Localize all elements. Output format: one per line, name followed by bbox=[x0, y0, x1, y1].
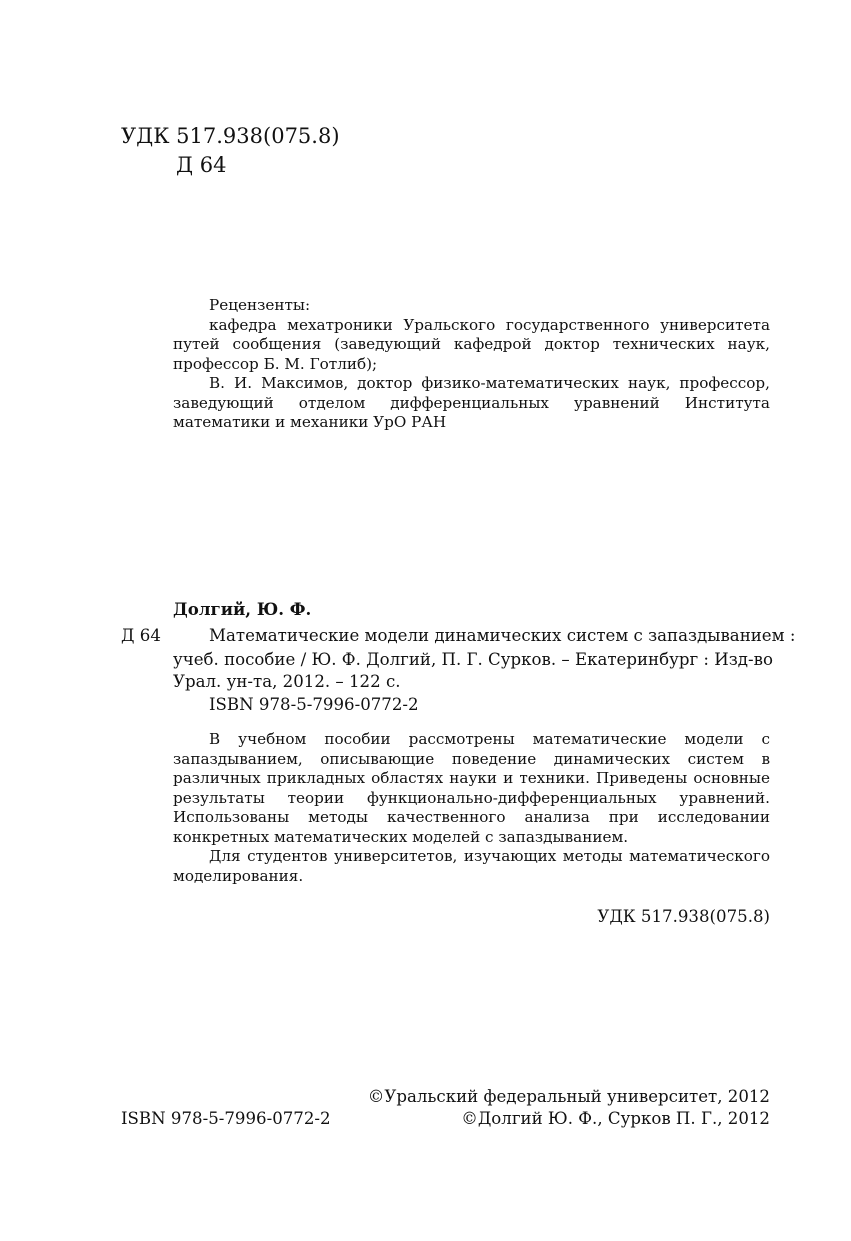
catalog-author: Долгий, Ю. Ф. bbox=[173, 599, 312, 619]
catalog-title-line-2: учеб. пособие / Ю. Ф. Долгий, П. Г. Сурков. – Екатеринбург : Изд-во bbox=[173, 650, 773, 669]
catalog-code: Д 64 bbox=[121, 626, 161, 645]
annotation-section bbox=[173, 730, 770, 886]
reviewers-section bbox=[173, 296, 770, 433]
copyright-authors: ©Долгий Ю. Ф., Сурков П. Г., 2012 bbox=[461, 1109, 770, 1128]
udk-top: УДК 517.938(075.8) bbox=[121, 124, 340, 148]
reviewer-item: кафедра мехатроники Уральского государственного университета путей сообщения (заведующий кафедрой доктор технических наук, профессор Б. М. Готлиб); bbox=[173, 315, 770, 373]
reviewer-item: В. И. Максимов, доктор физико-математических наук, профессор, заведующий отделом дифференциальных уравнений Института математики и механики УрО РАН bbox=[173, 374, 770, 431]
copyright-university: ©Уральский федеральный университет, 2012 bbox=[367, 1087, 770, 1106]
udk-bottom: УДК 517.938(075.8) bbox=[597, 907, 770, 926]
annotation-paragraph: Для студентов университетов, изучающих методы математического моделирования. bbox=[173, 847, 770, 885]
catalog-title-line-1: Математические модели динамических систем с запаздыванием : bbox=[209, 626, 796, 645]
catalog-title-line-3: Урал. ун-та, 2012. – 122 с. bbox=[173, 672, 401, 691]
catalog-isbn: ISBN 978-5-7996-0772-2 bbox=[209, 695, 419, 714]
library-code-top: Д 64 bbox=[176, 153, 227, 177]
annotation-paragraph: В учебном пособии рассмотрены математические модели с запаздыванием, описывающие поведение динамических систем в различных прикладных областях науки и техники. Приведены основные результаты теории функционально-дифференциальных уравнений. Использованы методы качественного анализа при исследовании конкретных математических моделей с запаздыванием. bbox=[173, 730, 770, 846]
footer-isbn: ISBN 978-5-7996-0772-2 bbox=[121, 1109, 331, 1128]
reviewers-heading: Рецензенты: bbox=[209, 296, 311, 314]
